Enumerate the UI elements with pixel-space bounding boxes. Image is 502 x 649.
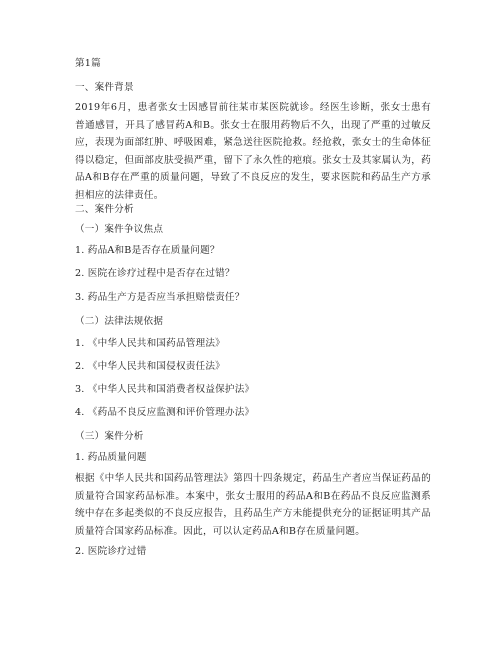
law-item: 4. 《药品不良反应监测和评价管理办法》 xyxy=(75,407,255,418)
dispute-item: 3. 药品生产方是否应当承担赔偿责任？ xyxy=(75,292,245,303)
drug-quality-paragraph: 根据《中华人民共和国药品管理法》第四十四条规定，药品生产者应当保证药品的质量符合国家药品标准。本案中，张女士服用的药品A和B在药品不良反应监测系统中存在多起类似的不良反应报告，且药品生产方未能提供充分的证据证明其产品质量符合国家药品标准。因此，可以认定药品A和B存在质量问题。 xyxy=(75,473,431,537)
dispute-item: 1. 药品A和B是否存在质量问题？ xyxy=(75,245,220,256)
analysis-item-heading: 1. 药品质量问题 xyxy=(75,452,147,463)
subsection-title-case-analysis: （三）案件分析 xyxy=(75,431,144,442)
law-item: 1. 《中华人民共和国药品管理法》 xyxy=(75,338,225,349)
law-item: 3. 《中华人民共和国消费者权益保护法》 xyxy=(75,384,255,395)
dispute-item: 2. 医院在诊疗过程中是否存在过错？ xyxy=(75,268,235,279)
analysis-item-heading: 2. 医院诊疗过错 xyxy=(75,546,147,557)
background-paragraph: 2019年6月，患者张女士因感冒前往某市某医院就诊。经医生诊断，张女士患有普通感冒，开具了感冒药A和B。张女士在服用药物后不久，出现了严重的过敏反应，表现为面部红肿、呼吸困难，紧急送往医院抢救。经抢救，张女士的生命体征得以稳定，但面部皮肤受损严重，留下了永久性的疤痕。张女士及其家属认为，药品A和B存在严重的质量问题，导致了不良反应的发生，要求医院和药品生产方承担相应的法律责任。 xyxy=(75,102,431,201)
doc-heading: 第1篇 xyxy=(75,58,101,69)
section-title-background: 一、案件背景 xyxy=(75,82,134,93)
subsection-title-laws: （二）法律法规依据 xyxy=(75,316,164,327)
law-item: 2. 《中华人民共和国侵权责任法》 xyxy=(75,361,225,372)
subsection-title-disputes: （一）案件争议焦点 xyxy=(75,224,164,235)
section-title-analysis: 二、案件分析 xyxy=(75,204,134,215)
